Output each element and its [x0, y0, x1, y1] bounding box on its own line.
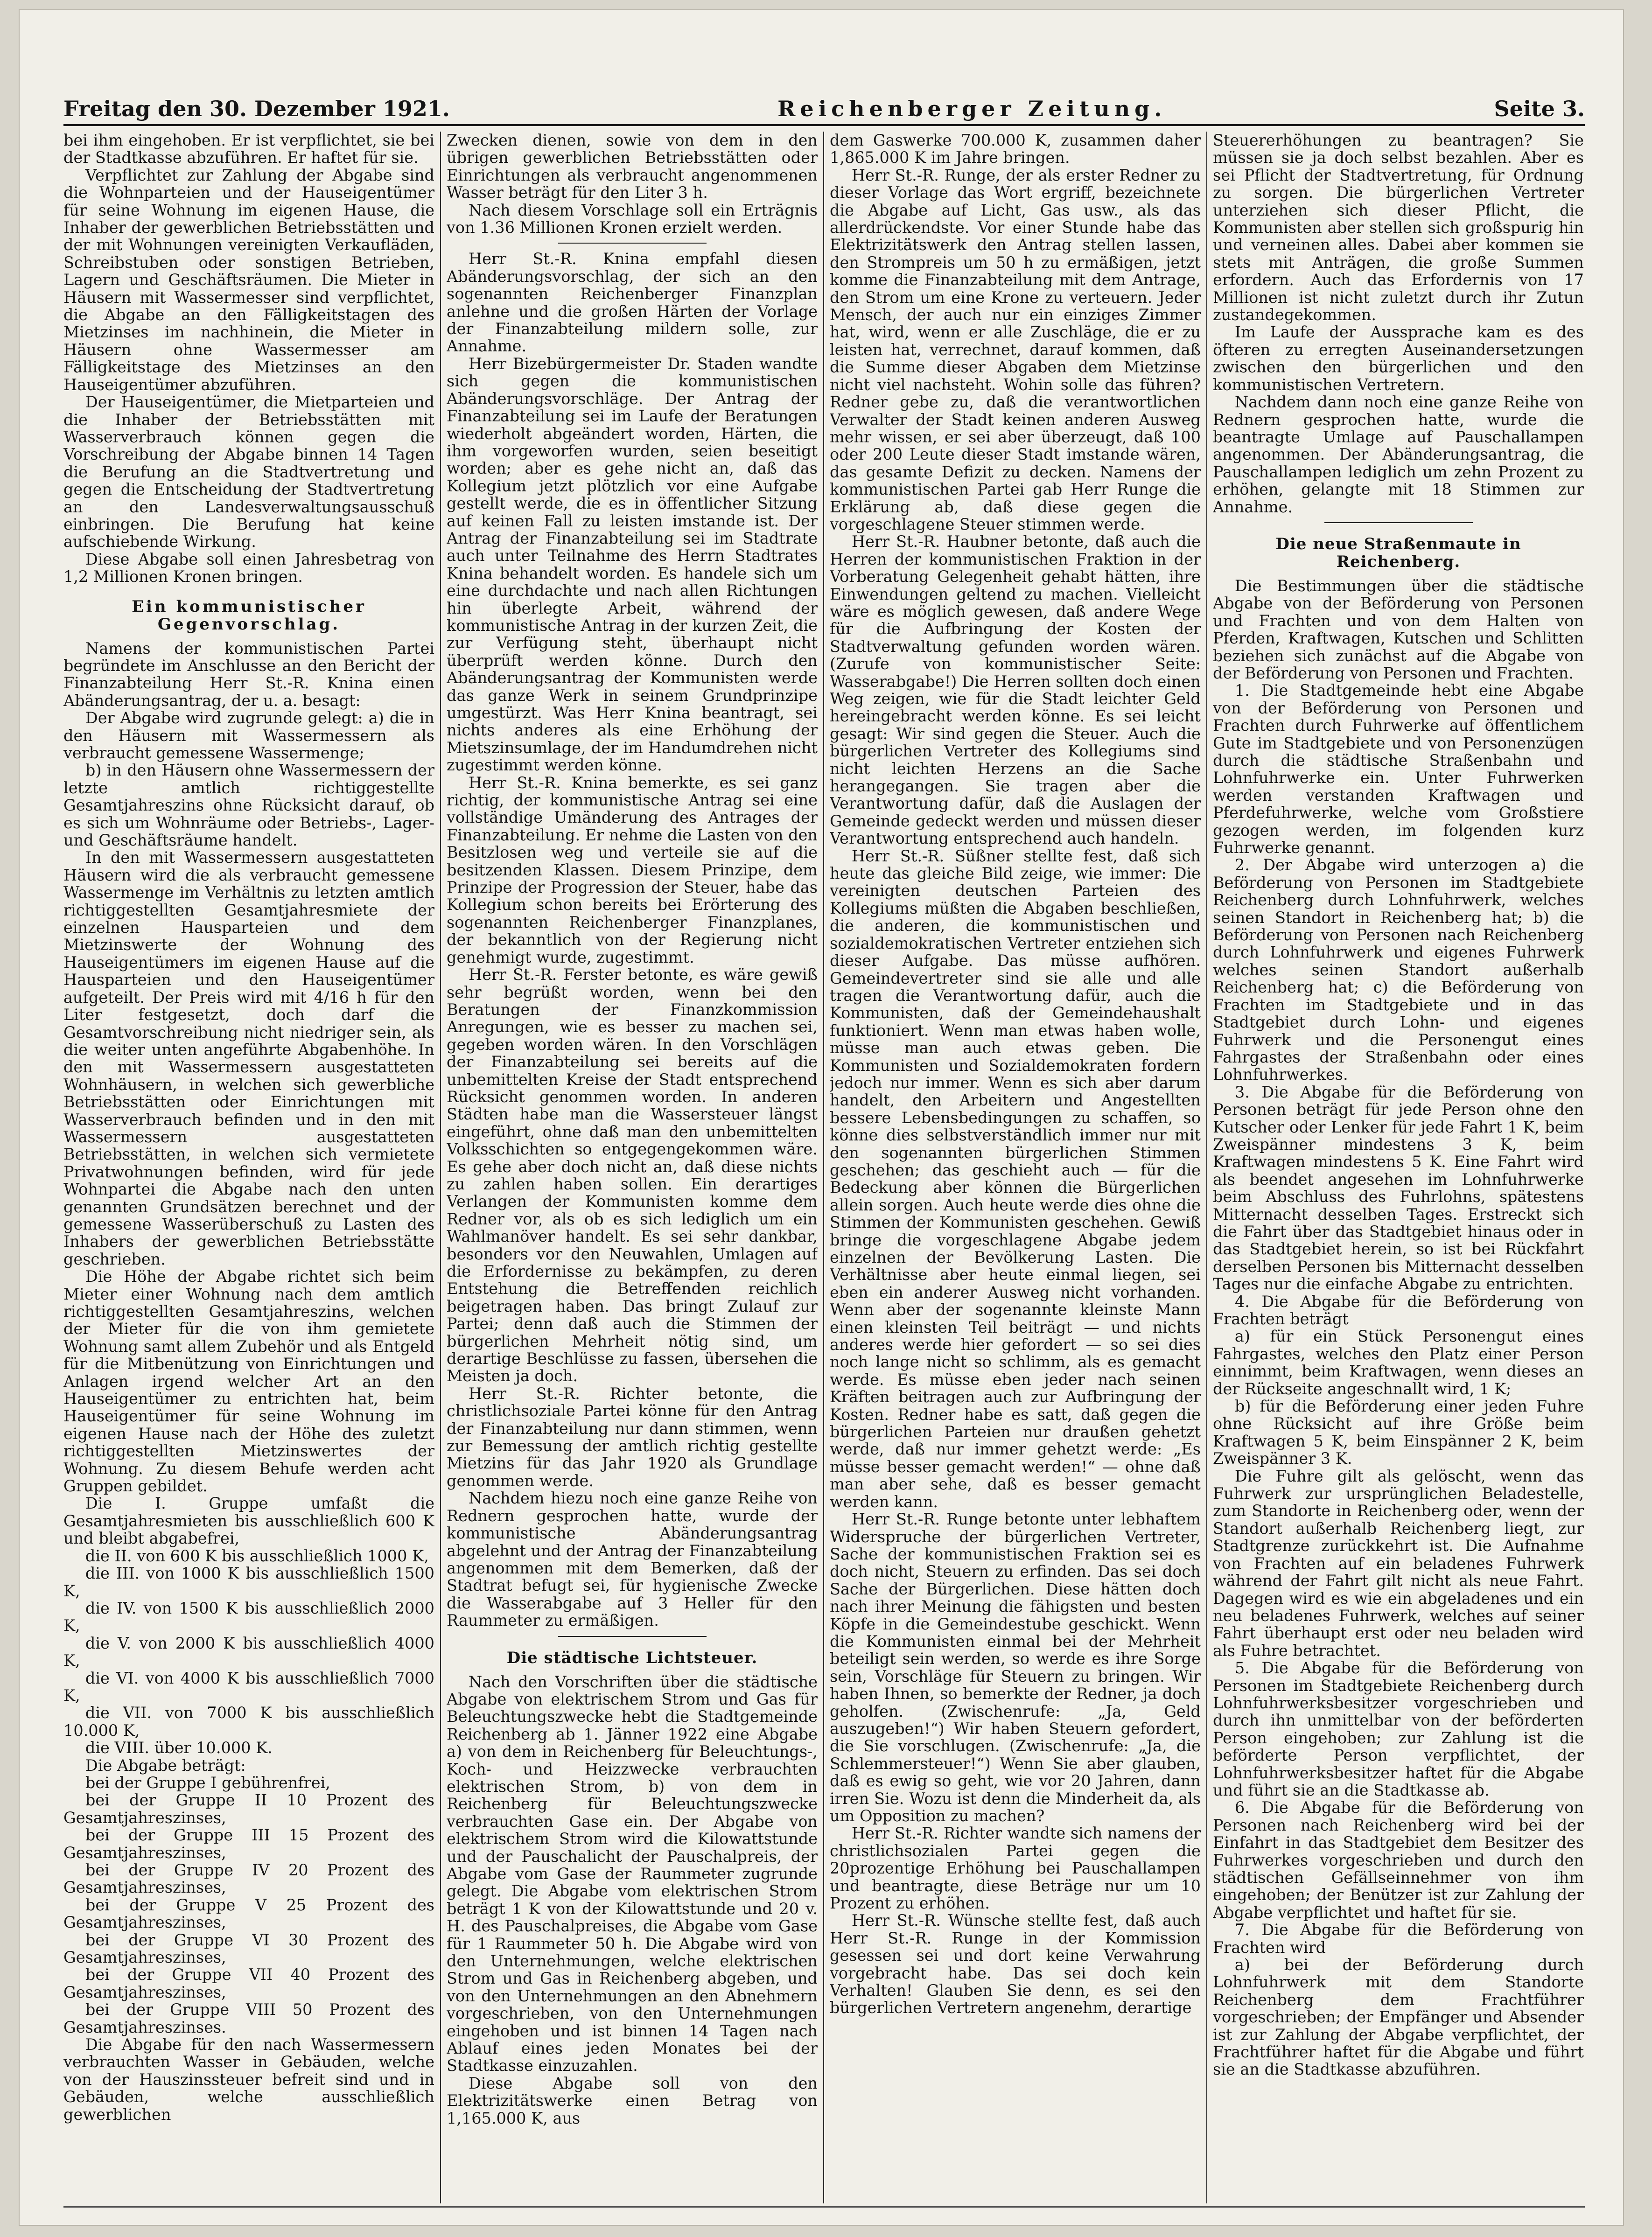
newspaper-title: Reichenberger Zeitung.	[777, 96, 1167, 121]
paragraph: Herr St.-R. Runge betonte unter lebhaftem Widerspruche der bürgerlichen Vertreter, Sache der kommunistischen Fraktion sei es doch nicht, Steuern zu erfinden. Das sei doch Sache der Bürgerlichen. Diese hätten doch nach ihrer Meinung die fähigsten und besten Köpfe in die Gemeindestube geschickt. Wenn die Kommunisten einmal bei der Mehrheit beteiligt sein werden, so werde es ihre Sorge sein, Vorschläge für Steuern zu bringen. Wir haben Ihnen, so bemerkte der Redner, ja doch geholfen. (Zwischenrufe: „Ja, Geld auszugeben!“) Wir haben Steuern gefordert, die Sie vorschlugen. (Zwischenrufe: „Ja, die Schlemmersteuer!“) Wenn Sie aber glauben, daß es ewig so geht, wie vor 20 Jahren, dann irren Sie. Wozu ist denn die Minderheit da, als um Opposition zu machen?	[830, 1510, 1201, 1825]
column-3	[830, 132, 1201, 2203]
list-item: bei der Gruppe VII 40 Prozent des Gesamtjahreszinses,	[63, 1965, 434, 2001]
column-rule	[823, 132, 824, 2203]
paragraph: 6. Die Abgabe für die Beförderung von Personen nach Reichenberg wird bei der Einfahrt in das Stadtgebiet dem Besitzer des Fuhrwerkes vorgeschrieben und durch den städtischen Gefällseinnehmer von ihm eingehoben; der Benützer ist zur Zahlung der Abgabe verpflichtet und haftet für sie.	[1213, 1798, 1584, 1922]
divider	[1324, 522, 1473, 523]
section-heading: Ein kommunistischer Gegenvorschlag.	[132, 597, 366, 634]
page-header	[63, 89, 1585, 126]
column-rule	[1206, 132, 1207, 2203]
issue-date: Freitag den 30. Dezember 1921.	[63, 96, 450, 121]
paragraph: 3. Die Abgabe für die Beförderung von Personen beträgt für jede Person ohne den Kutscher oder Lenker für jede Fahrt 1 K, beim Zweispänner mindestens 3 K, beim Kraftwagen mindestens 5 K. Eine Fahrt wird als beendet angesehen im Lohnfuhrwerke beim Abschluss des Fuhrlohns, spätestens Mitternacht desselben Tages. Erstreckt sich die Fahrt über das Stadtgebiet hinaus oder in das Stadtgebiet herein, so ist bei Rückfahrt derselben Personen bis Mitternacht desselben Tages nur die einfache Abgabe zu entrichten.	[1213, 1083, 1584, 1293]
list-item: die IV. von 1500 K bis ausschließlich 2000 K,	[63, 1599, 434, 1635]
paragraph: Nach den Vorschriften über die städtische Abgabe von elektrischem Strom und Gas für Beleuchtungszwecke hebt die Stadtgemeinde Reichenberg ab 1. Jänner 1922 eine Abgabe a) von dem in Reichenberg für Beleuchtungs-, Koch- und Heizzwecke verbrauchten elektrischen Strom, b) von dem in Reichenberg für Beleuchtungszwecke verbrauchten Gase ein. Der Abgabe von elektrischem Strom wird die Kilowattstunde und der Pauschalicht der Pauschalpreis, der Abgabe vom Gase der Raummeter zugrunde gelegt. Die Abgabe vom elektrischen Strom beträgt 1 K von der Kilowattstunde und 20 v. H. des Pauschalpreises, die Abgabe vom Gase für 1 Raummeter 50 h. Die Abgabe wird von den Unternehmungen, welche elektrischen Strom und Gas in Reichenberg abgeben, und von den Unternehmungen an den Abnehmern vorgeschrieben, von den Unternehmungen eingehoben und ist binnen 14 Tagen nach Ablauf eines jeden Monates bei der Stadtkasse einzuzahlen.	[447, 1672, 818, 2075]
paragraph: Die Abgabe für den nach Wassermessern verbrauchten Wasser in Gebäuden, welche von der Hauszinssteuer befreit sind und in Gebäuden, welche ausschließlich gewerblichen	[63, 2035, 434, 2124]
paragraph: Nach diesem Vorschlage soll ein Erträgnis von 1.36 Millionen Kronen erzielt werden.	[447, 201, 818, 237]
column-4	[1213, 132, 1584, 2203]
paragraph: a) für ein Stück Personengut eines Fahrgastes, welches den Platz einer Person einnimmt, beim Kraftwagen, wenn dieses an der Rückseite angeschnallt wird, 1 K;	[1213, 1327, 1584, 1398]
list-item: bei der Gruppe VIII 50 Prozent des Gesamtjahreszinses.	[63, 2000, 434, 2036]
list-item: bei der Gruppe IV 20 Prozent des Gesamtjahreszinses,	[63, 1861, 434, 1897]
paragraph: Diese Abgabe soll einen Jahresbetrag von 1,2 Millionen Kronen bringen.	[63, 550, 434, 586]
paragraph: In den mit Wassermessern ausgestatteten Häusern wird die als verbraucht gemessene Wassermenge im Verhältnis zu letzten amtlich richtiggestellten Gesamtjahresmiete der einzelnen Hausparteien und dem Mietzinswerte der Wohnung des Hauseigentümers im eigenen Hause auf die Hausparteien und den Hauseigentümer aufgeteilt. Der Preis wird mit 4/16 h für den Liter festgesetzt, doch darf die Gesamtvorschreibung nicht niedriger sein, als die weiter unten angeführte Abgabenhöhe. In den mit Wassermessern ausgestatteten Wohnhäusern, in welchen sich gewerbliche Betriebsstätten oder Einrichtungen mit Wasserverbrauch befinden und in den mit Wassermessern ausgestatteten Betriebsstätten, in welchen sich vermietete Privatwohnungen befinden, wird für jede Wohnpartei die Abgabe nach den unten genannten Grundsätzen berechnet und der gemessene Wasserüberschuß zu Lasten des Inhabers der gewerblichen Betriebsstätte geschrieben.	[63, 848, 434, 1268]
rate-list	[63, 1774, 434, 2036]
paragraph: Der Abgabe wird zugrunde gelegt: a) die in den Häusern mit Wassermessern als verbraucht gemessene Wassermenge;	[63, 709, 434, 762]
list-item: bei der Gruppe VI 30 Prozent des Gesamtjahreszinses,	[63, 1930, 434, 1967]
paragraph: Herr St.-R. Wünsche stellte fest, daß auch Herr St.-R. Runge in der Kommission gesessen sei und dort keine Verwahrung vorgebracht habe. Das sei doch kein Verhalten! Glauben Sie denn, es sei den bürgerlichen Vertretern angenehm, derartige	[830, 1911, 1201, 2017]
list-item: die VI. von 4000 K bis ausschließlich 7000 K,	[63, 1669, 434, 1705]
paragraph: 4. Die Abgabe für die Beförderung von Frachten beträgt	[1213, 1292, 1584, 1328]
paragraph: Herr St.-R. Haubner betonte, daß auch die Herren der kommunistischen Fraktion in der Vorberatung Gelegenheit gehabt hätten, ihre Einwendungen geltend zu machen. Vielleicht wäre es möglich gewesen, daß andere Wege für die Aufbringung der Kosten der Stadtverwaltung gefunden worden wären. (Zurufe von kommunistischer Seite: Wasserabgabe!) Die Herren sollten doch einen Weg zeigen, wie für die Stadt leichter Geld hereingebracht werden könne. Es sei leicht gesagt: Wir sind gegen die Steuer. Auch die bürgerlichen Vertreter des Kollegiums sind nicht leichten Herzens an die Sache herangegangen. Sie tragen aber die Verantwortung dafür, daß die Auslagen der Gemeinde gedeckt werden und müssen dieser Verantwortung entsprechend auch handeln.	[830, 532, 1201, 848]
paragraph: b) in den Häusern ohne Wassermessern der letzte amtlich richtiggestellte Gesamtjahreszins ohne Rücksicht darauf, ob es sich um Wohnräume oder Betriebs-, Lager- und Geschäftsräume handelt.	[63, 761, 434, 850]
paragraph: 5. Die Abgabe für die Beförderung von Personen im Stadtgebiete Reichenberg durch Lohnfuhrwerksbesitzer vorgeschrieben und durch ihn unmittelbar von der beförderten Person eingehoben; zur Zahlung ist die beförderte Person verpflichtet, der Lohnfuhrwerksbesitzer haftet für die Abgabe und führt sie an die Stadtkasse ab.	[1213, 1659, 1584, 1799]
paragraph: 7. Die Abgabe für die Beförderung von Frachten wird	[1213, 1921, 1584, 1957]
paragraph: Die Abgabe beträgt:	[85, 1756, 246, 1775]
list-item: die V. von 2000 K bis ausschließlich 4000 K,	[63, 1634, 434, 1670]
column-rule	[440, 132, 441, 2203]
paragraph: Im Laufe der Aussprache kam es des öfteren zu erregten Auseinandersetzungen zwischen den bürgerlichen und den kommunistischen Vertretern.	[1213, 323, 1584, 394]
paragraph: Der Hauseigentümer, die Mietparteien und die Inhaber der Betriebsstätten mit Wasserverbrauch können gegen die Vorschreibung der Abgabe binnen 14 Tagen die Berufung an die Stadtvertretung und gegen die Entscheidung der Stadtvertretung an den Landesverwaltungsausschuß einbringen. Die Berufung hat keine aufschiebende Wirkung.	[63, 393, 434, 551]
list-item: die VII. von 7000 K bis ausschließlich 10.000 K,	[63, 1704, 434, 1740]
list-item: die III. von 1000 K bis ausschließlich 1500 K,	[63, 1564, 434, 1600]
paragraph: Herr St.-R. Richter betonte, die christlichsoziale Partei könne für den Antrag der Finanzabteilung nur dann stimmen, wenn zur Bemessung der amtlich richtig gestellte Mietzins für das Jahr 1920 als Grundlage genommen werde.	[447, 1384, 818, 1490]
paragraph: 2. Der Abgabe wird unterzogen a) die Beförderung von Personen im Stadtgebiete Reichenberg durch Lohnfuhrwerk, welches seinen Standort in Reichenberg hat; b) die Beförderung von Personen nach Reichenberg durch Lohnfuhrwerk und eigenes Fuhrwerk welches seinen Standort außerhalb Reichenberg hat; c) die Beförderung von Frachten im Stadtgebiete und in das Stadtgebiet durch Lohn- und eigenes Fuhrwerk und die Personengut eines Fahrgastes der Straßenbahn oder eines Lohnfuhrwerkes.	[1213, 856, 1584, 1084]
paragraph: Nachdem dann noch eine ganze Reihe von Rednern gesprochen hatte, wurde die beantragte Umlage auf Pauschallampen angenommen. Der Abänderungsantrag, die Pauschallampen lediglich um zehn Prozent zu erhöhen, gelangte mit 18 Stimmen zur Annahme.	[1213, 393, 1584, 516]
column-2	[447, 132, 818, 2203]
paragraph: Herr St.-R. Ferster betonte, es wäre gewiß sehr begrüßt worden, wenn bei den Beratungen der Finanzkommission Anregungen, wie es besser zu machen sei, gegeben worden wären. In den Vorschlägen der Finanzabteilung sei bereits auf die unbemittelten Kreise der Stadt entsprechend Rücksicht genommen worden. In anderen Städten habe man die Wassersteuer längst eingeführt, ohne daß man den unbemittelten Volksschichten so entgegengekommen wäre. Es gehe aber doch nicht an, daß diese nichts zu zahlen haben sollen. Ein derartiges Verlangen der Kommunisten komme dem Redner vor, als ob es sich lediglich um ein Wahlmanöver handelt. Es sei sehr dankbar, besonders vor den Neuwahlen, Umlagen auf die Erfordernisse zu bekämpfen, zu deren Entstehung die Betreffenden reichlich beigetragen haben. Das bringt Zulauf zur Partei; denn daß auch die Stimmen der bürgerlichen Mehrheit nötig sind, um derartige Beschlüsse zu fassen, übersehen die Meisten ja doch.	[447, 965, 818, 1385]
section-heading: Die städtische Lichtsteuer.	[506, 1648, 758, 1667]
paragraph: Steuererhöhungen zu beantragen? Sie müssen sie ja doch selbst bezahlen. Aber es sei Pflicht der Stadtvertretung, für Ordnung zu sorgen. Die bürgerlichen Vertreter unterziehen sich dieser Pflicht, die Kommunisten aber stellen sich großspurig hin und verneinen alles. Dabei aber kommen sie stets mit Anträgen, die große Summen erfordern. Auch das Erfordernis von 17 Millionen ist nicht zuletzt durch ihr Zutun zustandegekommen.	[1213, 132, 1584, 324]
list-item: die VIII. über 10.000 K.	[85, 1739, 273, 1757]
divider	[558, 243, 707, 244]
paragraph: bei ihm eingehoben. Er ist verpflichtet, sie bei der Stadtkasse abzuführen. Er haftet für sie.	[63, 132, 434, 167]
paragraph: Verpflichtet zur Zahlung der Abgabe sind die Wohnparteien und der Hauseigentümer für seine Wohnung im eigenen Hause, die Inhaber der gewerblichen Betriebsstätten und der mit Wohnungen vereinigten Verkaufläden, Schreibstuben oder sonstigen Betrieben, Lagern und Geschäftsräumen. Die Mieter in Häusern mit Wassermesser sind verpflichtet, die Abgabe an den Fälligkeitstagen des Mietzinses im nachhinein, die Mieter in Häusern ohne Wassermesser am Fälligkeitstage des Mietzinses an den Hauseigentümer abzuführen.	[63, 166, 434, 394]
paragraph: Herr St.-R. Runge, der als erster Redner zu dieser Vorlage das Wort ergriff, bezeichnete die Abgabe auf Licht, Gas usw., als das allerdrückendste. Vor einer Stunde habe das Elektrizitätswerk den Antrag stellen lassen, den Strompreis um 50 h zu ermäßigen, jetzt komme die Finanzabteilung mit dem Antrage, den Strom um eine Krone zu verteuern. Jeder Mensch, der auch nur ein einziges Zimmer hat, wird, wenn er alle Zuschläge, die er zu leisten hat, verrechnet, darauf kommen, daß die Summe dieser Abgaben dem Mietzinse nicht viel nachsteht. Wohin solle das führen? Redner gebe zu, daß die verantwortlichen Verwalter der Stadt keinen anderen Ausweg mehr wissen, er sei aber überzeugt, daß 100 oder 200 Leute dieser Stadt imstande wären, das gesamte Defizit zu decken. Namens der kommunistischen Partei gab Herr Runge die Erklärung ab, daß diese gegen die vorgeschlagene Steuer stimmen werde.	[830, 166, 1201, 533]
paragraph: Herr St.-R. Knina bemerkte, es sei ganz richtig, der kommunistische Antrag sei eine vollständige Umänderung des Antrages der Finanzabteilung. Er nehme die Lasten von den Besitzlosen weg und verteile sie auf die besitzenden Klassen. Diesem Prinzipe, dem Prinzipe der Progression der Steuer, habe das Kollegium schon bereits bei Erörterung des sogenannten Reichenberger Finanzplanes, der bekanntlich von der Regierung nicht genehmigt wurde, zugestimmt.	[447, 773, 818, 966]
group-list	[63, 1547, 434, 1757]
paragraph: Die Bestimmungen über die städtische Abgabe von der Beförderung von Personen und Frachten und von dem Halten von Pferden, Kraftwagen, Kutschen und Schlitten beziehen sich zunächst auf die Abgabe von der Beförderung von Personen und Frachten.	[1213, 576, 1584, 682]
paragraph: Die Höhe der Abgabe richtet sich beim Mieter einer Wohnung nach dem amtlich richtiggestellten Gesamtjahreszins, welchen der Mieter für die von ihm gemietete Wohnung samt allem Zubehör und als Entgeld für die Mitbenützung von Einrichtungen und Anlagen irgend welcher Art an den Hauseigentümer zu entrichten hat, beim Hauseigentümer für seine Wohnung im eigenen Hause nach der Höhe des zuletzt richtiggestellten Mietzinswertes der Wohnung. Zu diesem Behufe werden acht Gruppen gebildet.	[63, 1267, 434, 1496]
section-heading: Die neue Straßenmaute in Reichenberg.	[1275, 534, 1521, 571]
list-item: bei der Gruppe III 15 Prozent des Gesamtjahreszinses,	[63, 1826, 434, 1862]
paragraph: Die I. Gruppe umfaßt die Gesamtjahresmieten bis ausschließlich 600 K und bleibt abgabefrei,	[63, 1494, 434, 1548]
paragraph: Namens der kommunistischen Partei begründete im Anschlusse an den Bericht der Finanzabteilung Herr St.-R. Knina einen Abänderungsantrag, der u. a. besagt:	[63, 639, 434, 710]
list-item: bei der Gruppe I gebührenfrei,	[85, 1773, 330, 1792]
paragraph: Die Fuhre gilt als gelöscht, wenn das Fuhrwerk zur ursprünglichen Beladestelle, zum Standorte in Reichenberg oder, wenn der Standort außerhalb Reichenberg liegt, zur Stadtgrenze zurückkehrt ist. Die Aufnahme von Frachten auf ein beladenes Fuhrwerk während der Fahrt gilt nicht als neue Fahrt. Dagegen wird es wie ein abgeladenes und ein neu beladenes Fuhrwerk, welches auf seiner Fahrt überhaupt erst oder neu beladen wird als Fuhre betrachtet.	[1213, 1467, 1584, 1660]
page-number: Seite 3.	[1494, 96, 1585, 121]
paragraph: Nachdem hiezu noch eine ganze Reihe von Rednern gesprochen hatte, wurde der kommunistische Abänderungsantrag abgelehnt und der Antrag der Finanzabteilung angenommen mit dem Bemerken, daß der Stadtrat befugt sei, für hygienische Zwecke die Wasserabgabe auf 3 Heller für den Raummeter zu ermäßigen.	[447, 1489, 818, 1630]
divider	[558, 1636, 707, 1637]
paragraph: Herr Bizebürgermeister Dr. Staden wandte sich gegen die kommunistischen Abänderungsvorschläge. Der Antrag der Finanzabteilung sei im Laufe der Beratungen wiederholt abgeändert worden, Härten, die ihm vorgeworfen wurden, seien beseitigt worden; aber es gehe nicht an, daß das Kollegium jetzt plötzlich vor eine Aufgabe gestellt werde, die es in öffentlicher Sitzung auf keinen Fall zu leisten imstande ist. Der Antrag der Finanzabteilung sei im Stadtrate auch unter Teilnahme des Herrn Stadtrates Knina behandelt worden. Es handele sich um eine durchdachte und nach allen Richtungen hin überlegte Arbeit, während der kommunistische Antrag in der kurzen Zeit, die zur Verfügung steht, überhaupt nicht überprüft werden könne. Durch den Abänderungsantrag der Kommunisten werde das ganze Werk in seinem Grundprinzipe umgestürzt. Was Herr Knina beantragt, sei nichts anderes als eine Erhöhung der Mietszinsumlage, der im Handumdrehen nicht zugestimmt werden könne.	[447, 354, 818, 775]
paragraph: Diese Abgabe soll von den Elektrizitätswerke einen Betrag von 1,165.000 K, aus	[447, 2074, 818, 2127]
paragraph: Zwecken dienen, sowie von dem in den übrigen gewerblichen Betriebsstätten oder Einrichtungen als verbraucht angenommenen Wasser beträgt für den Liter 3 h.	[447, 132, 818, 202]
paragraph: Herr St.-R. Knina empfahl diesen Abänderungsvorschlag, der sich an den sogenannten Reichenberger Finanzplan anlehne und die großen Härten der Vorlage der Finanzabteilung mildern solle, zur Annahme.	[447, 250, 818, 356]
paragraph: Herr St.-R. Richter wandte sich namens der christlichsozialen Partei gegen die 20prozentige Erhöhung bei Pauschallampen und beantragte, diese Beträge nur um 10 Prozent zu erhöhen.	[830, 1824, 1201, 1913]
list-item: die II. von 600 K bis ausschließlich 1000 K,	[85, 1546, 429, 1565]
column-1	[63, 132, 434, 2203]
paragraph: Herr St.-R. Süßner stellte fest, daß sich heute das gleiche Bild zeige, wie immer: Die vereinigten deutschen Parteien des Kollegiums müßten die Abgaben beschließen, die anderen, die kommunistischen und sozialdemokratischen Vertreter entziehen sich dieser Aufgabe. Das müsse aufhören. Gemeindevertreter sind sie alle und alle tragen die Verantwortung dafür, auch die Kommunisten, daß der Gemeindehaushalt funktioniert. Wenn man etwas haben wolle, müsse man auch etwas geben. Die Kommunisten und Sozialdemokraten fordern jedoch nur immer. Wenn es sich aber darum handelt, den Arbeitern und Angestellten bessere Lebensbedingungen zu schaffen, so könne dies selbstverständlich immer nur mit den sogenannten bürgerlichen Stimmen geschehen; das geschieht auch — für die Bedeckung aber können die Bürgerlichen allein sorgen. Auch heute werde dies ohne die Stimmen der Kommunisten geschehen. Gewiß bringe die vorgeschlagene Abgabe jedem einzelnen der Bevölkerung Lasten. Die Verhältnisse aber heute einmal liegen, sei eben ein anderer Ausweg nicht vorhanden. Wenn aber der sogenannte kleinste Mann einen kleinsten Teil beiträgt — und nichts anderes werde hier gefordert — so sei dies noch lange nicht so schlimm, als es gemacht werde. Es müsse eben jeder nach seinen Kräften beitragen auch zur Aufbringung der Kosten. Redner habe es satt, daß gegen die bürgerlichen Parteien nur draußen gehetzt werde, daß nur immer gehetzt werde: „Es müsse besser gemacht werden!“ — ohne daß man aber sehe, daß es besser gemacht werden kann.	[830, 846, 1201, 1511]
list-item: bei der Gruppe II 10 Prozent des Gesamtjahreszinses,	[63, 1791, 434, 1827]
bottom-rule	[63, 2206, 1585, 2208]
paragraph: a) bei der Beförderung durch Lohnfuhrwerk mit dem Standorte Reichenberg dem Frachtführer vorgeschrieben; der Empfänger und Absender ist zur Zahlung der Abgabe verpflichtet, der Frachtführer haftet für die Abgabe und führt sie an die Stadtkasse abzuführen.	[1213, 1956, 1584, 2079]
paragraph: 1. Die Stadtgemeinde hebt eine Abgabe von der Beförderung von Personen und Frachten durch Fuhrwerke auf öffentlichem Gute im Stadtgebiete und von Personenzügen durch die städtische Straßenbahn und Lohnfuhrwerke ein. Unter Fuhrwerken werden verstanden Kraftwagen und Pferdefuhrwerke, welche vom Großstiere gezogen werden, im folgenden kurz Fuhrwerke genannt.	[1213, 681, 1584, 857]
paragraph: b) für die Beförderung einer jeden Fuhre ohne Rücksicht auf ihre Größe beim Kraftwagen 5 K, beim Einspänner 2 K, beim Zweispänner 3 K.	[1213, 1397, 1584, 1468]
list-item: bei der Gruppe V 25 Prozent des Gesamtjahreszinses,	[63, 1895, 434, 1932]
newspaper-page	[19, 9, 1624, 2226]
paragraph: dem Gaswerke 700.000 K, zusammen daher 1,865.000 K im Jahre bringen.	[830, 132, 1201, 167]
